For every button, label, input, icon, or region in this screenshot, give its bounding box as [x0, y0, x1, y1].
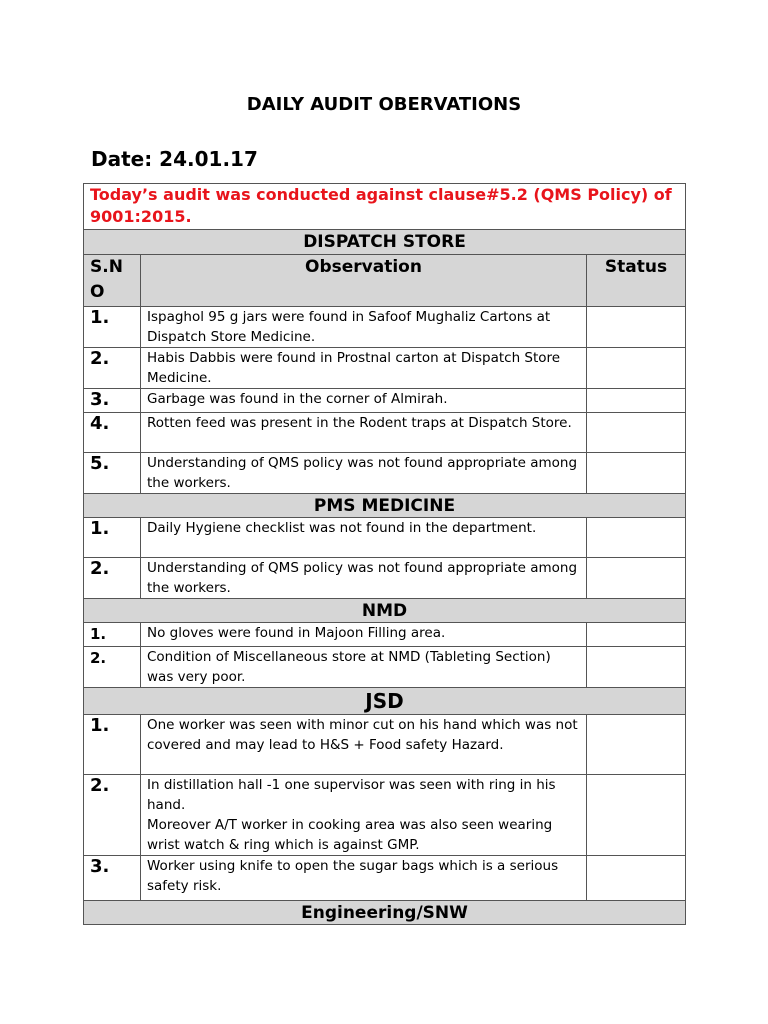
table-row — [84, 348, 686, 389]
observation-text-continued: Moreover A/T worker in cooking area was also seen wearing wrist watch & ring which is against GMP. — [147, 817, 553, 853]
row-number: 3. — [84, 856, 141, 901]
row-number: 5. — [84, 453, 141, 494]
status-header: Status — [587, 255, 686, 307]
row-number: 2. — [84, 647, 141, 688]
observation-text: Daily Hygiene checklist was not found in the department. — [141, 518, 587, 558]
status-cell — [587, 453, 686, 494]
table-row — [84, 775, 686, 856]
document-title: DAILY AUDIT OBERVATIONS — [246, 94, 522, 115]
observation-text: In distillation hall -1 one supervisor was seen with ring in his hand. — [147, 777, 556, 813]
status-cell — [587, 389, 686, 413]
observation-cell — [141, 775, 587, 856]
section-header-nmd — [84, 599, 686, 623]
table-row — [84, 389, 686, 413]
observation-text: Garbage was found in the corner of Almirah. — [141, 389, 587, 413]
status-cell — [587, 348, 686, 389]
intro-row — [84, 184, 686, 230]
row-number: 2. — [84, 775, 141, 856]
section-header-jsd — [84, 688, 686, 715]
table-row — [84, 715, 686, 775]
table-row — [84, 307, 686, 348]
audit-date: Date: 24.01.17 — [91, 147, 258, 171]
status-cell — [587, 647, 686, 688]
section-title: NMD — [84, 599, 686, 623]
observation-text: Rotten feed was present in the Rodent traps at Dispatch Store. — [141, 413, 587, 453]
status-cell — [587, 856, 686, 901]
row-number: 2. — [84, 348, 141, 389]
section-header-engineering — [84, 901, 686, 925]
status-cell — [587, 623, 686, 647]
observation-text: No gloves were found in Majoon Filling area. — [141, 623, 587, 647]
observation-text: One worker was seen with minor cut on his hand which was not covered and may lead to H&S + Food safety Hazard. — [141, 715, 587, 775]
row-number: 1. — [84, 518, 141, 558]
section-header-pms — [84, 494, 686, 518]
table-row — [84, 647, 686, 688]
status-cell — [587, 307, 686, 348]
status-cell — [587, 518, 686, 558]
status-cell — [587, 413, 686, 453]
section-title: PMS MEDICINE — [84, 494, 686, 518]
section-title: JSD — [84, 688, 686, 715]
row-number: 1. — [84, 307, 141, 348]
section-header-dispatch — [84, 230, 686, 255]
observation-text: Habis Dabbis were found in Prostnal carton at Dispatch Store Medicine. — [141, 348, 587, 389]
observation-text: Condition of Miscellaneous store at NMD (Tableting Section) was very poor. — [141, 647, 587, 688]
observation-text: Understanding of QMS policy was not found appropriate among the workers. — [141, 453, 587, 494]
observation-text: Understanding of QMS policy was not found appropriate among the workers. — [141, 558, 587, 599]
intro-text: Today’s audit was conducted against clause#5.2 (QMS Policy) of 9001:2015. — [84, 184, 686, 230]
table-row — [84, 413, 686, 453]
table-row — [84, 518, 686, 558]
row-number: 2. — [84, 558, 141, 599]
table-row — [84, 623, 686, 647]
sno-header: S.N O — [84, 255, 141, 307]
row-number: 1. — [84, 715, 141, 775]
observation-text: Worker using knife to open the sugar bags which is a serious safety risk. — [141, 856, 587, 901]
table-row — [84, 453, 686, 494]
status-cell — [587, 558, 686, 599]
audit-table — [83, 183, 686, 925]
row-number: 3. — [84, 389, 141, 413]
table-row — [84, 558, 686, 599]
column-header-row — [84, 255, 686, 307]
row-number: 4. — [84, 413, 141, 453]
section-title: Engineering/SNW — [84, 901, 686, 925]
section-title: DISPATCH STORE — [84, 230, 686, 255]
observation-text: Ispaghol 95 g jars were found in Safoof Mughaliz Cartons at Dispatch Store Medicine. — [141, 307, 587, 348]
table-row — [84, 856, 686, 901]
status-cell — [587, 775, 686, 856]
status-cell — [587, 715, 686, 775]
row-number: 1. — [84, 623, 141, 647]
observation-header: Observation — [141, 255, 587, 307]
